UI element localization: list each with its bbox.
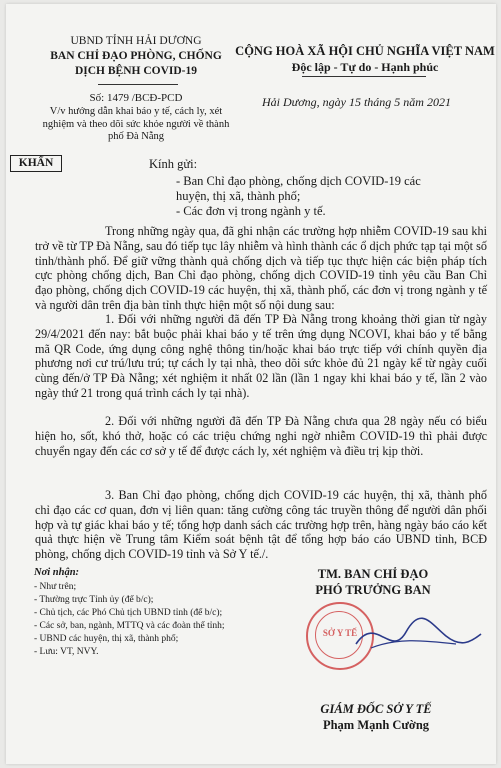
recipients-list-item: - Các sở, ban, ngành, MTTQ và các đoàn thể tỉnh; <box>34 621 225 631</box>
recipients-list-item: - Như trên; <box>34 582 77 592</box>
recipient-item: - Các đơn vị trong ngành y tế. <box>176 204 326 218</box>
body-paragraph-intro: Trong những ngày qua, đã ghi nhận các trường hợp nhiễm COVID-19 sau khi trở về từ TP Đà Nẵng, sau đó tiếp tục lây nhiễm và hình thành các ổ dịch phức tạp tại một số tỉnh/thành phố. Để giữ vững thành quả chống dịch và tiếp tục thực hiện các biện pháp tích cực phòng chống dịch, Ban Chỉ đạo phòng, chống dịch COVID-19 tỉnh yêu cầu Ban Chỉ đạo phòng, chống dịch COVID-19 các huyện, thị xã, thành phố, các đơn vị trong ngành y tế và người dân trên địa bàn tỉnh thực hiện một số nội dung sau: <box>35 224 487 312</box>
signature-line-1: TM. BAN CHỈ ĐẠO <box>317 567 429 581</box>
signature-line-2: PHÓ TRƯỞNG BAN <box>315 583 431 597</box>
divider-left <box>98 84 178 85</box>
national-motto: Độc lập - Tự do - Hạnh phúc <box>291 60 439 74</box>
body-paragraph-2: 2. Đối với những người đã đến TP Đà Nẵng chưa qua 28 ngày nếu có biểu hiện ho, sốt, khó thở, hoặc có các triệu chứng nghi ngờ nhiễm COVID-19 thì phải được chuyển ngay đến các cơ sở y tế để được cách ly, xét nghiệm và điều trị kịp thời. <box>35 414 487 458</box>
stamp-text: SỞ Y TẾ <box>322 628 358 638</box>
recipient-item: - Ban Chỉ đạo phòng, chống dịch COVID-19 các huyện, thị xã, thành phố; <box>176 174 421 203</box>
body-paragraph-1: 1. Đối với những người đã đến TP Đà Nẵng trong khoảng thời gian từ ngày 29/4/2021 đến nay: bắt buộc phải khai báo y tế trên ứng dụng NCOVI, khai báo y tế bằng mã QR Code, ứng dụng công nghệ thông tin/hoặc khai báo trực tiếp với chính quyền địa phương nơi cư trú/lưu trú; tự cách ly tại nhà, theo dõi sức khỏe đủ 21 ngày kể từ ngày cuối cùng đến/ở TP Đà Nẵng; xét nghiệm it nhất 02 lần (lần 1 ngay khi khai báo y tế, lần 2 vào ngày thứ 21 trong quá trình cách ly tại nhà). <box>35 312 487 400</box>
body-paragraph-3: 3. Ban Chỉ đạo phòng, chống dịch COVID-19 các huyện, thị xã, thành phố chỉ đạo các cơ quan, đơn vị liên quan: tăng cường công tác truyền thông để người dân phối hợp và tự giác khai báo y tế; tổng hợp danh sách các trường hợp trên, hàng ngày báo cáo kết quả thực hiện về Trung tâm Kiểm soát bệnh tật để tổng hợp báo cáo UBND tỉnh, BCĐ phòng, chống dịch COVID-19 tỉnh và Sở Y tế./. <box>35 488 487 562</box>
recipients-list-item: - UBND các huyện, thị xã, thành phố; <box>34 634 179 644</box>
document-number: Số: 1479 /BCĐ-PCD <box>89 92 183 104</box>
divider-right <box>302 76 426 77</box>
recipients-heading: Nơi nhận: <box>34 567 80 578</box>
handwritten-signature-icon <box>336 604 486 664</box>
urgent-label: KHẨN <box>10 155 62 172</box>
signer-title: GIÁM ĐỐC SỞ Y TẾ <box>320 702 432 716</box>
document-subject: V/v hướng dẫn khai báo y tế, cách ly, xét nghiệm và theo dõi sức khỏe người về thành phố Đà Nẵng <box>42 106 230 142</box>
recipients-list-item: - Thường trực Tỉnh ủy (để b/c); <box>34 595 154 605</box>
agency-name: UBND TỈNH HẢI DƯƠNG <box>70 35 202 47</box>
signature-block-heading <box>268 566 478 598</box>
issuing-board: BAN CHỈ ĐẠO PHÒNG, CHỐNG DỊCH BỆNH COVID-19 <box>50 50 222 77</box>
recipients-list-item: - Chủ tịch, các Phó Chủ tịch UBND tỉnh (để b/c); <box>34 608 223 618</box>
recipients-list-item: - Lưu: VT, NVY. <box>34 647 99 657</box>
national-title: CỘNG HOÀ XÃ HỘI CHỦ NGHĨA VIỆT NAM <box>235 44 495 58</box>
recipients-list <box>34 581 284 659</box>
greeting: Kính gửi: <box>149 157 198 171</box>
document-page <box>6 4 496 764</box>
signer-name: Phạm Mạnh Cường <box>322 718 430 732</box>
document-date: Hải Dương, ngày 15 tháng 5 năm 2021 <box>262 95 451 109</box>
